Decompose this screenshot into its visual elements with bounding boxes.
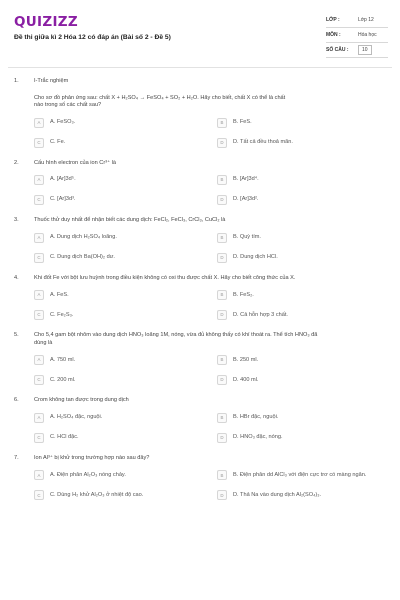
- option-text: C. Fe₂S₃.: [50, 311, 74, 318]
- option-c[interactable]: [34, 195, 215, 205]
- option-c[interactable]: [34, 310, 215, 320]
- option-text: C. HCl đặc.: [50, 434, 79, 441]
- count-label: SỐ CÂU :: [326, 46, 349, 53]
- question-number: 6.: [14, 397, 19, 404]
- option-letter: A: [34, 175, 44, 185]
- class-label: LỚP :: [326, 16, 340, 23]
- option-text: C. Dung dịch Ba(OH)₂ dư.: [50, 253, 115, 260]
- answer-options: [34, 355, 388, 385]
- option-text: C. Fe.: [50, 138, 66, 145]
- option-letter: D: [217, 253, 227, 263]
- option-letter: A: [34, 355, 44, 365]
- question-line: nào trong số các chất sau?: [34, 102, 102, 109]
- option-text: A. FeS.: [50, 291, 69, 298]
- option-text: D. HNO₃ đặc, nóng.: [233, 434, 283, 441]
- option-letter: A: [34, 470, 44, 480]
- option-letter: D: [217, 138, 227, 148]
- option-c[interactable]: [34, 433, 215, 443]
- option-text: D. Thả Na vào dung dịch Al₂(SO₄)₃.: [233, 491, 322, 498]
- option-letter: C: [34, 490, 44, 500]
- info-table: [326, 13, 388, 58]
- option-text: B. FeS₂.: [233, 291, 254, 298]
- option-letter: C: [34, 195, 44, 205]
- option-letter: D: [217, 433, 227, 443]
- question-5: [0, 332, 400, 385]
- option-b[interactable]: [217, 118, 398, 128]
- option-text: B. 250 ml.: [233, 356, 259, 363]
- document-title: Đề thi giữa kì 2 Hóa 12 có đáp án (Bài số 2 - Đề 5): [14, 34, 171, 41]
- option-text: C. [Ar]3d³.: [50, 196, 76, 203]
- option-letter: C: [34, 138, 44, 148]
- option-text: D. Tất cả đều thoả mãn.: [233, 138, 293, 145]
- option-c[interactable]: [34, 375, 215, 385]
- question-text: Thuốc thử duy nhất để nhận biết các dung dịch: FeCl₂, FeCl₃, CrCl₃, CuCl₂ là: [34, 217, 226, 224]
- option-text: D. Cả hỗn hợp 3 chất.: [233, 311, 288, 318]
- question-4: [0, 275, 400, 321]
- option-text: B. Điện phân dd AlCl₃ với điện cực trơ có màng ngăn.: [233, 471, 367, 478]
- option-d[interactable]: [217, 195, 398, 205]
- question-number: 3.: [14, 217, 19, 224]
- option-letter: A: [34, 118, 44, 128]
- question-number: 4.: [14, 274, 19, 281]
- option-letter: B: [217, 470, 227, 480]
- option-letter: D: [217, 375, 227, 385]
- option-d[interactable]: [217, 253, 398, 263]
- option-b[interactable]: [217, 175, 398, 185]
- option-d[interactable]: [217, 433, 398, 443]
- info-row-count: [326, 43, 388, 58]
- option-c[interactable]: [34, 253, 215, 263]
- option-text: D. [Ar]3d².: [233, 196, 259, 203]
- option-c[interactable]: [34, 138, 215, 148]
- option-letter: B: [217, 413, 227, 423]
- info-row-class: [326, 13, 388, 28]
- option-text: A. Dung dịch H₂SO₄ loãng.: [50, 233, 117, 240]
- option-letter: B: [217, 233, 227, 243]
- question-1: [0, 78, 400, 148]
- option-text: A. [Ar]3d⁵.: [50, 176, 76, 183]
- option-letter: C: [34, 253, 44, 263]
- option-letter: A: [34, 233, 44, 243]
- question-6: [0, 397, 400, 443]
- answer-options: [34, 233, 388, 263]
- page-header: [0, 0, 400, 70]
- option-letter: D: [217, 490, 227, 500]
- option-text: B. [Ar]3d⁴.: [233, 176, 259, 183]
- subject-label: MÔN :: [326, 31, 341, 38]
- question-list: [0, 78, 400, 512]
- option-letter: A: [34, 413, 44, 423]
- question-text: Ion Al³⁺ bị khử trong trường hợp nào sau đây?: [34, 454, 150, 461]
- question-number: 2.: [14, 159, 19, 166]
- option-text: A. 750 ml.: [50, 356, 76, 363]
- question-7: [0, 455, 400, 501]
- option-d[interactable]: [217, 375, 398, 385]
- option-text: C. 200 ml.: [50, 376, 76, 383]
- answer-options: [34, 413, 388, 443]
- option-text: A. FeSO₃.: [50, 118, 76, 125]
- question-line: Cho sơ đồ phản ứng sau: chất X + H₂SO₄ → FeSO₄ + SO₂ + H₂O. Hãy cho biết, chất X có thể là chất: [34, 94, 286, 101]
- question-number: 7.: [14, 454, 19, 461]
- question-text: [34, 78, 388, 110]
- header-divider: [8, 67, 392, 68]
- option-letter: D: [217, 310, 227, 320]
- count-value: 10: [358, 45, 372, 55]
- option-b[interactable]: [217, 355, 398, 365]
- answer-options: [34, 470, 388, 500]
- option-a[interactable]: [34, 470, 215, 480]
- answer-options: [34, 175, 388, 205]
- option-letter: C: [34, 310, 44, 320]
- option-letter: C: [34, 375, 44, 385]
- answer-options: [34, 118, 388, 148]
- question-text: Crom không tan được trong dung dịch: [34, 397, 129, 404]
- option-text: C. Dùng H₂ khử Al₂O₃ ở nhiệt độ cao.: [50, 491, 144, 498]
- option-text: B. FeS.: [233, 118, 252, 125]
- option-letter: B: [217, 118, 227, 128]
- option-letter: C: [34, 433, 44, 443]
- quizizz-logo: QUIZIZZ: [14, 14, 78, 30]
- option-a[interactable]: [34, 290, 215, 300]
- option-a[interactable]: [34, 175, 215, 185]
- option-d[interactable]: [217, 310, 398, 320]
- option-text: B. Quỳ tím.: [233, 233, 261, 240]
- option-d[interactable]: [217, 490, 398, 500]
- option-b[interactable]: [217, 290, 398, 300]
- option-b[interactable]: [217, 413, 398, 423]
- option-text: B. HBr đặc, nguội.: [233, 414, 279, 421]
- question-text: Khi đốt Fe với bột lưu huỳnh trong điều kiện không có oxi thu được chất X. Hãy cho biết công thức của X.: [34, 274, 296, 281]
- question-line: Cho 5,4 gam bột nhôm vào dung dịch HNO₃ loãng 1M, nóng, vừa đủ không thấy có khí thoát ra. Thể tích HNO₃ đã: [34, 332, 318, 339]
- option-letter: B: [217, 355, 227, 365]
- class-value: Lớp 12: [358, 16, 374, 23]
- option-c[interactable]: [34, 490, 215, 500]
- question-section-label: I-Trắc nghiệm: [34, 78, 69, 84]
- option-letter: B: [217, 290, 227, 300]
- option-a[interactable]: [34, 118, 215, 128]
- question-number: 5.: [14, 332, 19, 339]
- question-text: Cấu hình electron của ion Cr³⁺ là: [34, 159, 116, 166]
- info-row-subject: [326, 28, 388, 43]
- option-b[interactable]: [217, 233, 398, 243]
- subject-value: Hóa học: [358, 31, 377, 38]
- option-text: D. 400 ml.: [233, 376, 259, 383]
- option-letter: A: [34, 290, 44, 300]
- option-text: D. Dung dịch HCl.: [233, 253, 278, 260]
- question-line: dùng là: [34, 339, 53, 346]
- question-2: [0, 160, 400, 206]
- question-text: [34, 332, 388, 347]
- option-a[interactable]: [34, 233, 215, 243]
- option-text: A. H₂SO₄ đặc, nguội.: [50, 414, 103, 421]
- question-3: [0, 217, 400, 263]
- option-a[interactable]: [34, 413, 215, 423]
- option-letter: B: [217, 175, 227, 185]
- option-b[interactable]: [217, 470, 398, 480]
- question-number: 1.: [14, 78, 19, 84]
- option-text: A. Điện phân Al₂O₃ nóng chảy.: [50, 471, 126, 478]
- option-d[interactable]: [217, 138, 398, 148]
- option-a[interactable]: [34, 355, 215, 365]
- answer-options: [34, 290, 388, 320]
- option-letter: D: [217, 195, 227, 205]
